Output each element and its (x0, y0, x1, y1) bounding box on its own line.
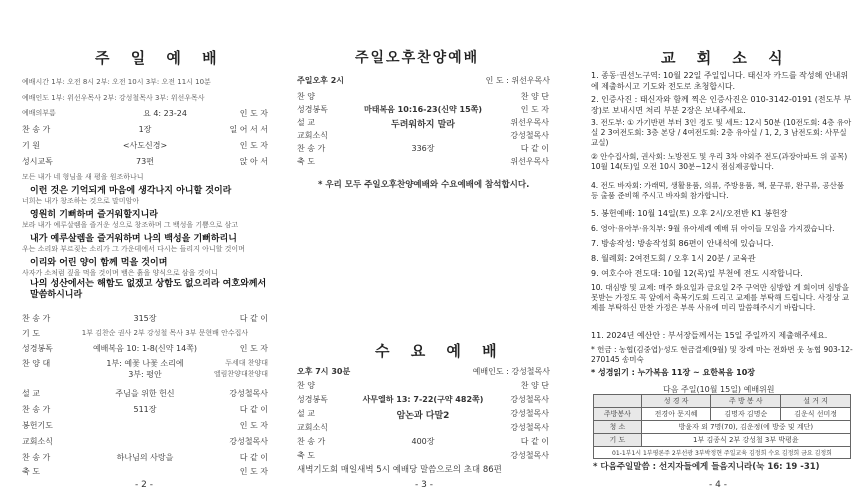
table-label: 기 도 (594, 434, 642, 447)
page-title: 교 회 소 식 (661, 49, 791, 67)
table-cell: 전경아 문지혜 (641, 408, 711, 421)
announcement-1: 1. 종동·권선노구역: 10월 22일 주일입니다. 태신자 카드를 작성해 안내위에 제출하시고 기도와 전도로 초청합시다. (591, 71, 849, 91)
announcement-7: 7. 방송작성: 방송작성회 86편이 안내석에 있습니다. (591, 239, 774, 248)
table-cell: 1부 김종식 2부 강성철 3부 박평윤 (641, 434, 850, 447)
table-footer: 01-1부1시 1부평론주 2부선광 3부박정현 주일교육 김정희 수요 김정희 금요 김정희 (594, 447, 851, 459)
attendance-notice: * 우리 모두 주일오후찬양예배와 수요예배에 참석합시다. (318, 180, 530, 190)
announcement-6: 6. 영아·유아부·유치부: 9월 유아세례 예배 뒤 아이들 모임을 가지겠습니다. (591, 224, 835, 233)
table-row (594, 408, 851, 421)
reading-line: 우는 소리와 부르짖는 소리가 그 가운데에서 다시는 들리지 아니할 것이며 (22, 245, 245, 253)
reading-line: 보라 내가 예루살렘을 즐거운 성으로 창조하며 그 백성을 기쁨으로 삼고 (22, 221, 239, 229)
service-leaders: 예배인도 1부: 위선우목사 2부: 강성철목사 3부: 위선우목사 (22, 94, 205, 102)
page-number: - 3 - (415, 480, 433, 490)
table-row (594, 434, 851, 447)
page-title: 주 일 예 배 (95, 49, 225, 67)
offering-notice: * 헌금 : 농협(김중엽)·성도 현금결제(9월) 및 장례 마는 전화번 웃 농협 903-12-270145 송미숙 (591, 345, 853, 364)
reading-line: 너희는 내가 창조하는 것으로 말미암아 (22, 197, 140, 205)
service-leader: 예배인도 : 강성철목사 (472, 367, 550, 376)
reading-line: 영원히 기뻐하며 즐거워할지니라 (30, 210, 158, 220)
table-cell: 김운식 선미정 (781, 408, 851, 421)
announcement-2: 2. 인증사진 : 태신자와 함께 찍은 인증사진은 010-3142-0191 (전도부 부장)로 보내시면 처리 부분 2장은 보내주세요. (591, 95, 852, 115)
table-cell: 방윤자 외 7명(70), 김운정(에 방중 및 계단) (641, 421, 850, 434)
page-number: - 4 - (709, 480, 727, 490)
section-title: 수 요 예 배 (375, 342, 505, 360)
table-header: 주 방 봉 사 (711, 395, 781, 408)
table-header-row (594, 395, 851, 408)
service-times: 예배시간 1부: 오전 8시 2부: 오전 10시 3부: 오전 11시 10분 (22, 78, 211, 86)
table-cell: 김명자 김명순 (711, 408, 781, 421)
table-label: 청 소 (594, 421, 642, 434)
column-church-news (571, 0, 860, 497)
reading-line: 이리와 어린 양이 함께 먹을 것이며 (30, 258, 168, 268)
service-table (593, 394, 851, 459)
announcement-3: 3. 전도부: ① 가기반편 부터 3인 정도 및 세트: 12시 50분 (10전도회: 4층 유아실 2 3여전도회: 3층 본당 / 4여전도회: 2층 유아실 / 1, 2, 3 남전도회: 사무실 교실) (591, 118, 852, 147)
reading-line: 내가 예루살렘을 즐거워하며 나의 백성을 기뻐하리니 (30, 234, 237, 244)
table-header: 성 경 자 (641, 395, 711, 408)
announcement-5: 5. 봉헌예배: 10월 14일(토) 오후 2시/오전반 K1 봉헌장 (591, 209, 788, 218)
announcement-11: 11. 2024년 예산안 : 부서장들께서는 15일 주일까지 제출해주세요. (591, 331, 828, 340)
service-leader: 인 도 : 위선우목사 (485, 76, 550, 85)
table-title: 다음 주일(10월 15일) 예배위원 (663, 385, 775, 394)
service-time: 주일오후 2시 (297, 76, 344, 85)
service-time: 오후 7시 30분 (297, 367, 351, 376)
column-sunday-worship: 주 일 예 배 예배시간 1부: 오전 8시 2부: 오전 10시 3부: 오전 11시 10분 예배인도 1부: 위선우목사 2부: 강성철목사 3부: 위선우목사 예배의부름 인 도 자 요 4: 23-24 찬 송 가 1장 일 어 서 서 기 원 <사도신경> 인 도 자 성시교독 73편 앉 아 서 모든 내가 네 형님을 새 평을 원조하나니 이런 것은 기억되게 마음에 생각나지 아니할 것이라 너희는 내가 창조하는 것으로 말미암아 영원히 기뻐하며 즐거워할지니라 보라 내가 예루살렘을 즐거운 성으로 창조하며 그 백성을 기쁨으로 삼고 내가 예루살렘을 즐거워하며 나의 백성을 기뻐하리니 우는 소리와 부르짖는 소리가 그 가운데에서 다시는 들리지 아니할 것이며 이리와 어린 양이 함께 먹을 것이며 사자가 소처럼 짚을 먹을 것이며 뱀은 흙을 양식으로 삼을 것이니 나의 성산에서는 해함도 없겠고 상함도 없으리라 여호와께서 말씀하시니라 찬 송 가 315장 다 같 이 기 도 1부 김찬순 권사 2부 강성철 목사 3부 문현배 안수집사 성경봉독 예배복음 10: 1-8(신약 14쪽) 인 도 자 찬 양 대 1부: 예꽃 나꽃 소리에 두세대 찬양대 3부: 평안 엘림찬양대찬양대 설 교 주님을 위한 헌신 강성철목사 찬 송 가 511장 다 같 이 봉헌기도 인 도 자 교회소식 강성철목사 찬 송 가 하나님의 사랑을 다 같 이 축 도 인 도 자 - 2 - (22, 49, 268, 490)
announcement-8: 8. 월례회: 2여전도회 / 오후 1시 20분 / 교육관 (591, 254, 756, 263)
reading-line: 사자가 소처럼 짚을 먹을 것이며 뱀은 흙을 양식으로 삼을 것이니 (22, 269, 218, 277)
announcement-4: 4. 전도 바자회: 가래떡, 생활용품, 의류, 주방용품, 책, 문구류, 완구류, 공산품 등 출품 준비해 주시고 바자회 참가합니다. (591, 181, 845, 200)
reading-line: 이런 것은 기억되게 마음에 생각나지 아니할 것이라 (30, 186, 232, 196)
reading-line: 모든 내가 네 형님을 새 평을 원조하나니 (22, 173, 144, 181)
table-label: 주방봉사 (594, 408, 642, 421)
page-number: - 2 - (135, 480, 153, 490)
dawn-prayer: 새벽기도회 매일새벽 5시 예배당 말씀으로의 초대 86편 (297, 465, 502, 475)
page-title: 주일오후찬양예배 (355, 50, 480, 66)
next-sunday-sermon: * 다음주일말씀 : 선지자들에게 들음지니라(눅 16: 19 -31) (593, 462, 820, 472)
announcement-3b: ② 안수집사회, 권사회: 노방전도 및 우리 3차 야외주 전도(과장아파트 위 골목) 10월 14(토)일 오전 10시 30분~12시 점심제공합니다. (591, 152, 848, 171)
bible-reading: * 성경읽기 : 누가복음 11장 ~ 요한복음 10장 (591, 368, 756, 377)
table-cell (594, 395, 642, 408)
announcement-10: 10. 대심방 및 교제: 매주 화요일과 금요일 2주 구역만 심방합 게 회이며 심방을 못받는 가정도 꼭 앞에서 축복기도회 드리고 교제를 부탁해 드립니다. 사정상 교제를 부탁하신 만찬 가정은 부록 사유에 미리 말씀해주시기 바랍니다. (591, 283, 850, 312)
table-row (594, 421, 851, 434)
table-header: 설 거 지 (781, 395, 851, 408)
announcement-9: 9. 여호수아 전도대: 10월 12(목)일 부천에 전도 시작합니다. (591, 269, 803, 278)
table-row (594, 447, 851, 459)
reading-line: 나의 성산에서는 해함도 없겠고 상함도 없으리라 여호와께서 말씀하시니라 (30, 279, 267, 300)
column-afternoon-wednesday: 주일오후찬양예배 주일오후 2시 인 도 : 위선우목사 찬 양 찬 양 단 성경봉독 마태복음 10:16-23(신약 15쪽) 인 도 자 설 교 두려워하지 말라 위선우목사 교회소식 강성철목사 찬 송 가 336장 다 같 이 축 도 위선우목사 * 우리 모두 주일오후찬양예배와 수요예배에 참석합시다. 수 요 예 배 오후 7시 30분 예배인도 : 강성철목사 찬 양 찬 양 단 성경봉독 사무엘하 13: 7-22(구약 482쪽) 강성철목사 설 교 암논과 다말2 강성철목사 교회소식 강성철목사 찬 송 가 400장 다 같 이 축 도 강성철목사 새벽기도회 매일새벽 5시 예배당 말씀으로의 초대 86편 - 3 - (283, 0, 570, 497)
